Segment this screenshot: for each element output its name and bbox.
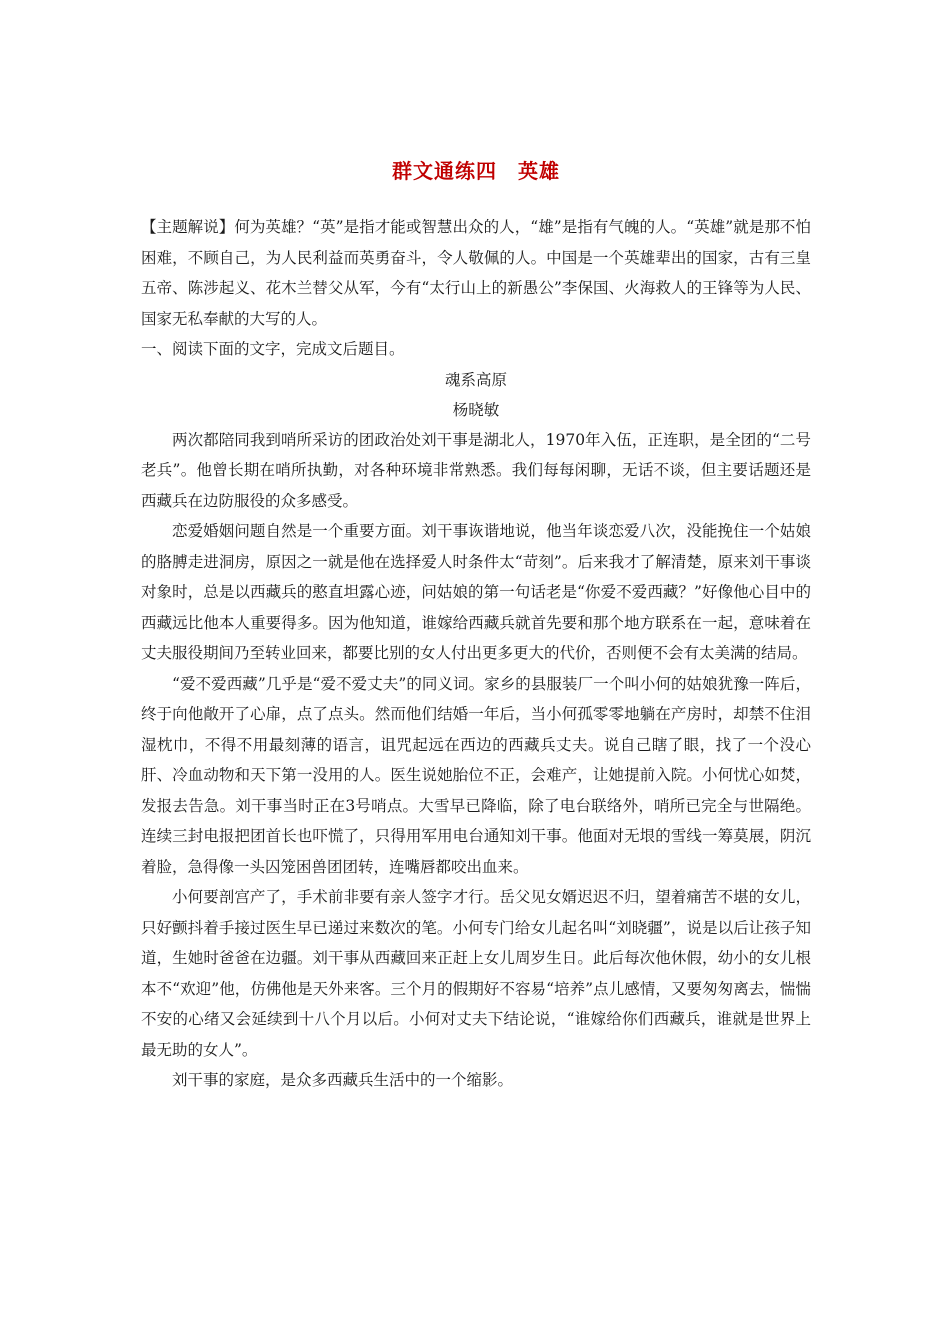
article-paragraph: 小何要剖宫产了，手术前非要有亲人签字才行。岳父见女婿迟迟不归，望着痛苦不堪的女儿，只好颤抖着手接过医生早已递过来数次的笔。小何专门给女儿起名叫“刘晓疆”，说是以后让孩子知道，生她时爸爸在边疆。刘干事从西藏回来正赶上女儿周岁生日。此后每次他休假，幼小的女儿根本不“欢迎”他，仿佛他是天外来客。三个月的假期好不容易“培养”点儿感情，又要匆匆离去，惴惴不安的心绪又会延续到十八个月以后。小何对丈夫下结论说，“谁嫁给你们西藏兵，谁就是世界上最无助的女人”。 <box>141 888 811 1059</box>
article-paragraph: 两次都陪同我到哨所采访的团政治处刘干事是湖北人，1970年入伍，正连职，是全团的“二号老兵”。他曾长期在哨所执勤，对各种环境非常熟悉。我们每每闲聊，无话不谈，但主要话题还是西藏兵在边防服役的众多感受。 <box>141 430 811 510</box>
theme-text: 何为英雄？“英”是指才能或智慧出众的人，“雄”是指有气魄的人。“英雄”就是那不怕困难，不顾自己，为人民利益而英勇奋斗，令人敬佩的人。中国是一个英雄辈出的国家，古有三皇五帝、陈涉起义、花木兰替父从军，今有“太行山上的新愚公”李保国、火海救人的王锋等为人民、国家无私奉献的大写的人。 <box>141 218 811 328</box>
article-paragraph: “爱不爱西藏”几乎是“爱不爱丈夫”的同义词。家乡的县服装厂一个叫小何的姑娘犹豫一阵后，终于向他敞开了心扉，点了点头。然而他们结婚一年后，当小何孤零零地躺在产房时，却禁不住泪湿枕巾，不得不用最刻薄的语言，诅咒起远在西边的西藏兵丈夫。说自己瞎了眼，找了一个没心肝、冷血动物和天下第一没用的人。医生说她胎位不正，会难产，让她提前入院。小何忧心如焚，发报去告急。刘干事当时正在3号哨点。大雪早已降临，除了电台联络外，哨所已完全与世隔绝。连续三封电报把团首长也吓慌了，只得用军用电台通知刘干事。他面对无垠的雪线一筹莫展，阴沉着脸，急得像一头囚笼困兽团团转，连嘴唇都咬出血来。 <box>141 674 811 876</box>
article-paragraph: 恋爱婚姻问题自然是一个重要方面。刘干事诙谐地说，他当年谈恋爱八次，没能挽住一个姑娘的胳膊走进洞房，原因之一就是他在选择爱人时条件太“苛刻”。后来我才了解清楚，原来刘干事谈对象时，总是以西藏兵的憨直坦露心迹，问姑娘的第一句话老是“你爱不爱西藏？”好像他心目中的西藏远比他本人重要得多。因为他知道，谁嫁给西藏兵就首先要和那个地方联系在一起，意味着在丈夫服役期间乃至转业回来，都要比别的女人付出更多更大的代价，否则便不会有太美满的结局。 <box>141 522 811 662</box>
article-title: 魂系高原 <box>444 370 507 389</box>
theme-explanation <box>141 212 811 334</box>
article-paragraph: 刘干事的家庭，是众多西藏兵生活中的一个缩影。 <box>172 1071 514 1089</box>
document-page <box>141 150 811 1096</box>
reading-instruction: 一、阅读下面的文字，完成文后题目。 <box>141 340 405 358</box>
article-author: 杨晓敏 <box>452 400 500 419</box>
theme-label: 【主题解说】 <box>141 218 235 236</box>
document-title: 群文通练四 英雄 <box>392 159 560 183</box>
